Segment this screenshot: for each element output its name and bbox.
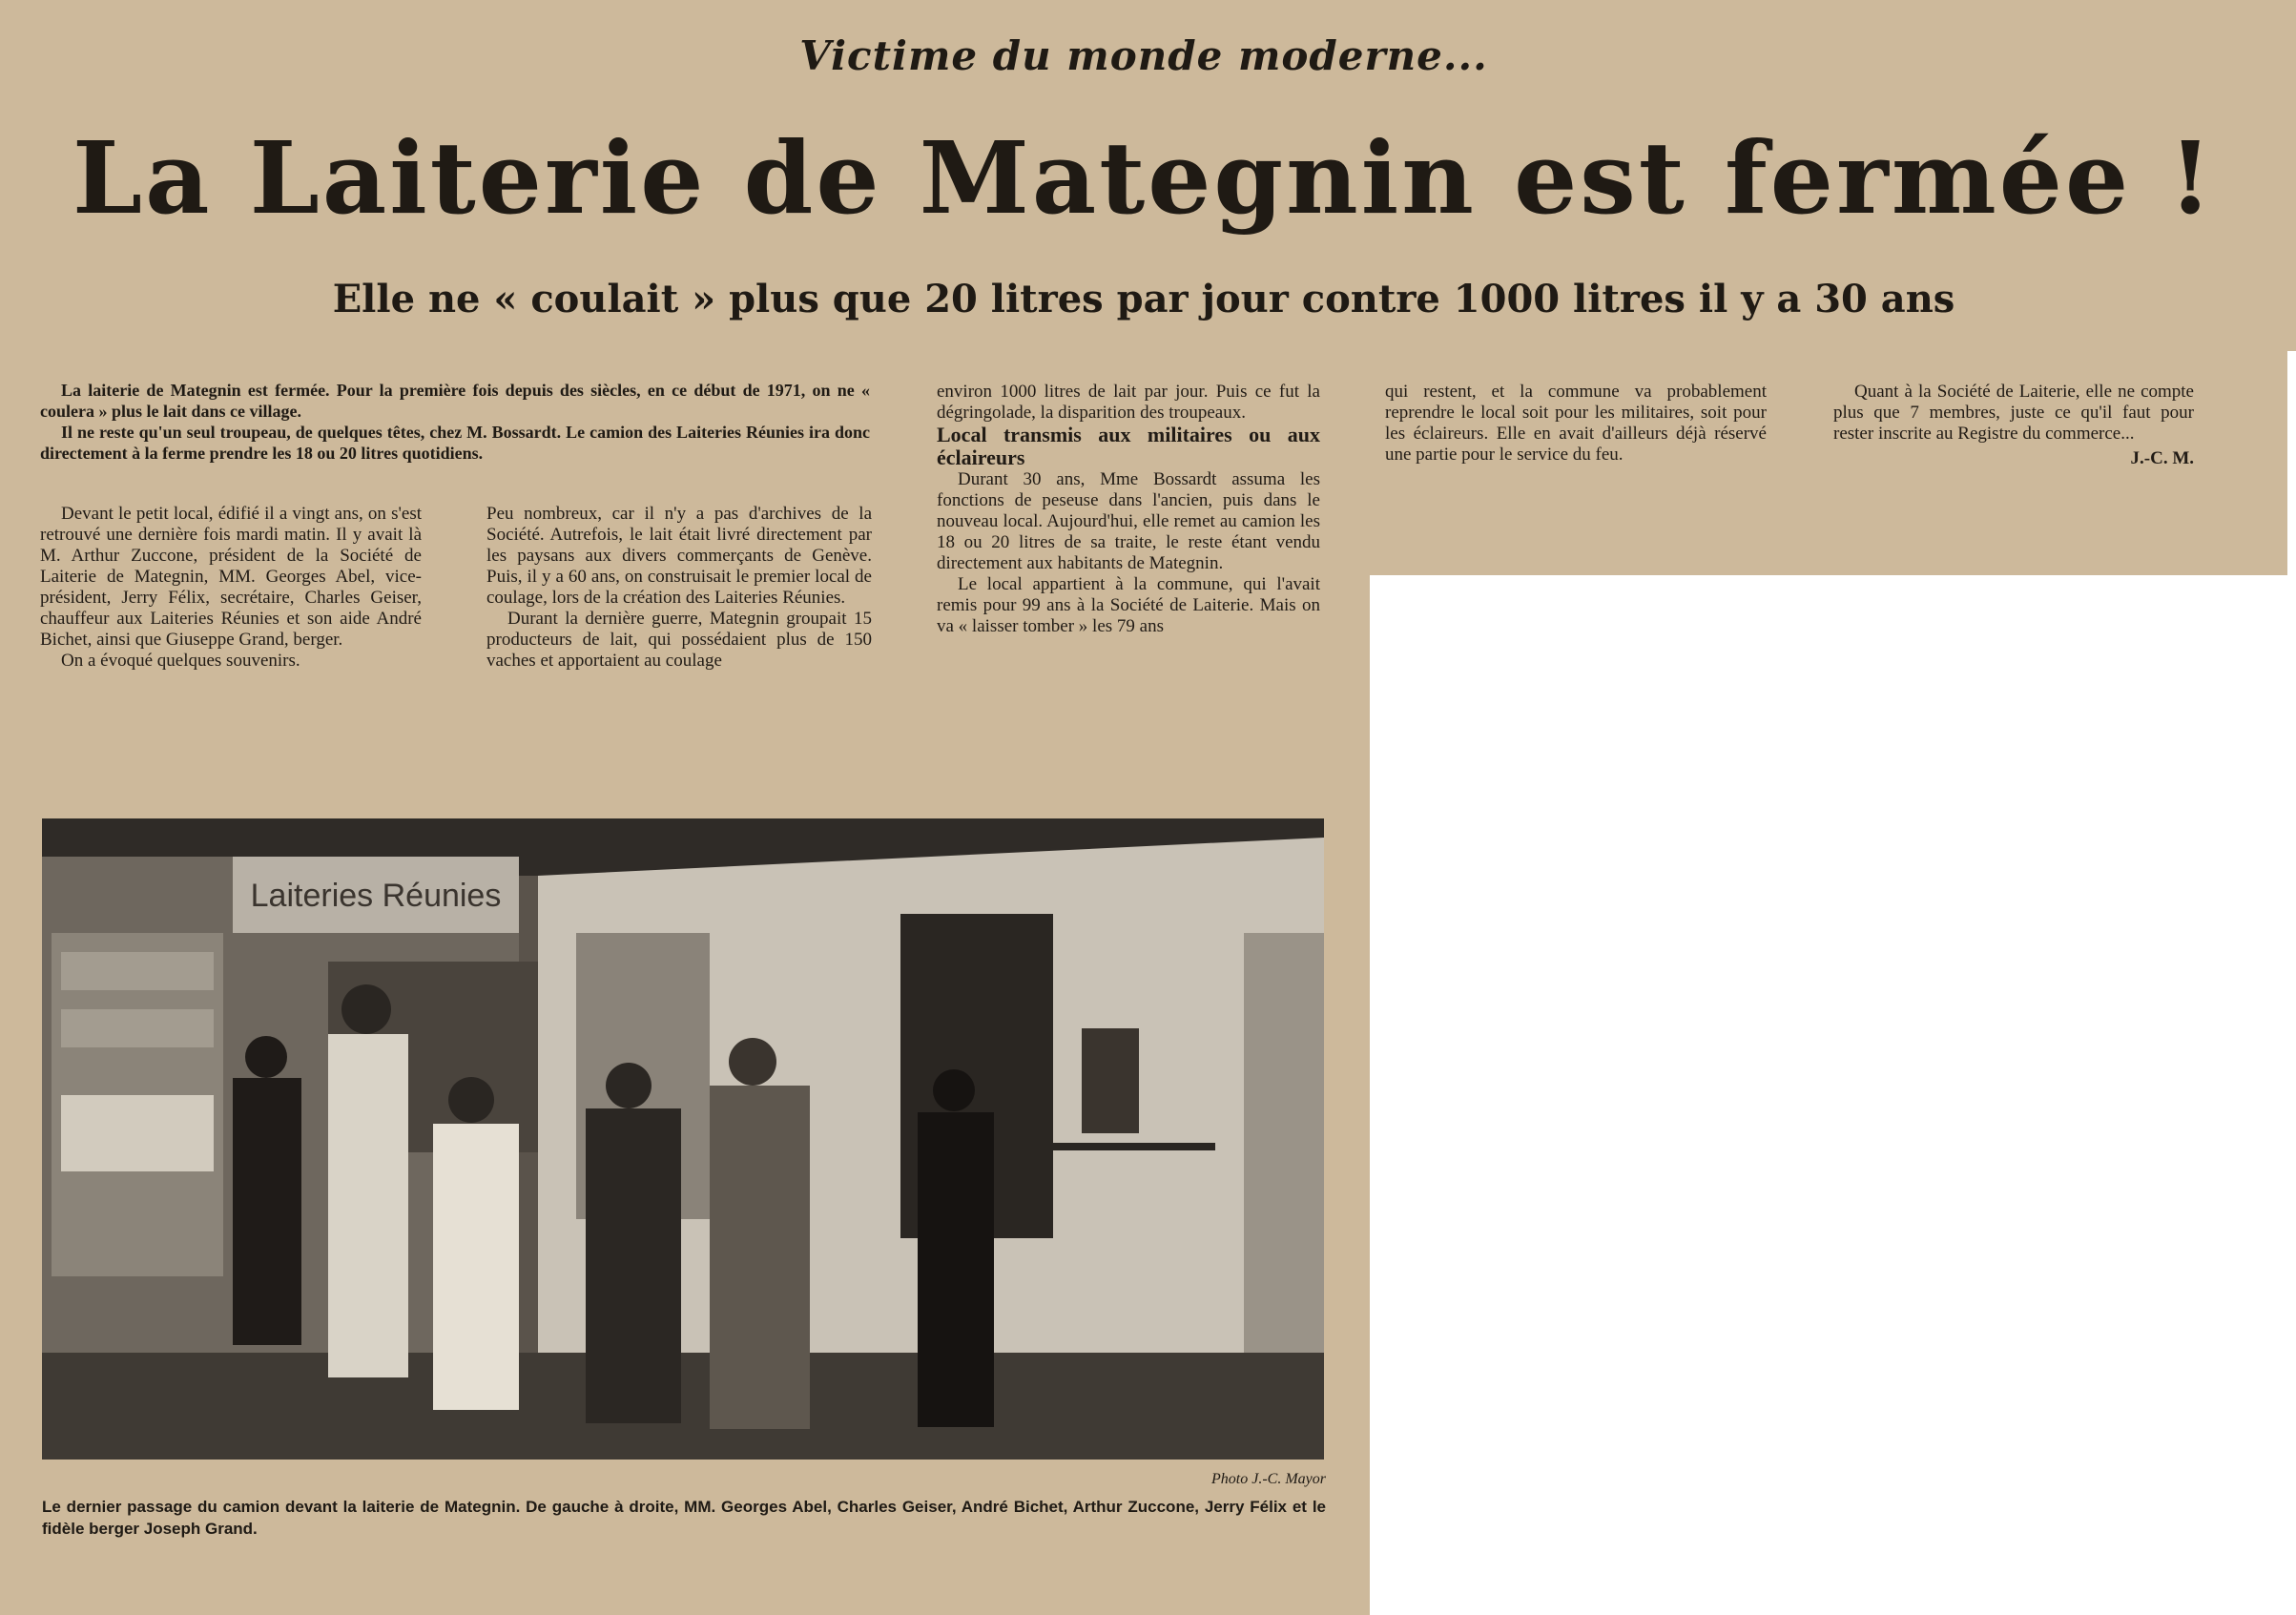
truck-sign-text: Laiteries Réunies [250, 878, 502, 914]
article-column-5 [1833, 382, 2194, 469]
article-headline: La Laiterie de Mategnin est fermée ! [72, 119, 2215, 237]
body-paragraph: Le local appartient à la commune, qui l'avait remis pour 99 ans à la Société de Laiterie. Mais on va « laisser tomber » les 79 ans [937, 574, 1320, 636]
photo-caption: Le dernier passage du camion devant la laiterie de Mategnin. De gauche à droite, MM. Georges Abel, Charles Geiser, André Bichet, Arthur Zuccone, Jerry Félix et le fidèle berger Joseph Grand. [42, 1498, 1326, 1538]
body-paragraph: On a évoqué quelques souvenirs. [61, 651, 300, 671]
article-photo [42, 818, 1324, 1460]
newspaper-clipping-edge [2287, 0, 2296, 351]
article-lead [40, 380, 870, 464]
article-column-4 [1385, 382, 1767, 466]
body-paragraph: Durant la dernière guerre, Mategnin groupait 15 producteurs de lait, qui possédaient plus de 150 vaches et apportaient au coulage [486, 609, 872, 671]
article-column-2 [486, 504, 872, 672]
body-paragraph: Quant à la Société de Laiterie, elle ne compte plus que 7 membres, juste ce qu'il faut pour rester inscrite au Registre du commerce... [1833, 382, 2194, 444]
photo-illustration [42, 818, 1324, 1460]
body-paragraph: Devant le petit local, édifié il a vingt ans, on s'est retrouvé une dernière fois mardi matin. Il y avait là M. Arthur Zuccone, président de la Société de Laiterie de Mategnin, MM. Georges Abel, vice-président, Jerry Félix, secrétaire, Charles Geiser, chauffeur aux Laiteries Réunies et son aide André Bichet, ainsi que Giuseppe Grand, berger. [40, 504, 422, 650]
body-paragraph: qui restent, et la commune va probablement reprendre le local soit pour les militaires, soit pour les éclaireurs. Elle en avait d'ailleurs déjà réservé une partie pour le service du feu. [1385, 382, 1767, 465]
lead-paragraph: Il ne reste qu'un seul troupeau, de quelques têtes, chez M. Bossardt. Le camion des Laiteries Réunies ira donc directement à la ferme prendre les 18 ou 20 litres quotidiens. [40, 423, 870, 463]
lead-paragraph: La laiterie de Mategnin est fermée. Pour la première fois depuis des siècles, en ce début de 1971, on ne « coulera » plus le lait dans ce village. [40, 381, 870, 421]
author-signature: J.-C. M. [2130, 448, 2194, 468]
body-paragraph: environ 1000 litres de lait par jour. Puis ce fut la dégringolade, la disparition des troupeaux. [937, 382, 1320, 423]
article-subhead: Elle ne « coulait » plus que 20 litres par jour contre 1000 litres il y a 30 ans [332, 277, 1955, 321]
article-kicker: Victime du monde moderne... [799, 32, 1488, 79]
article-column-3 [937, 382, 1320, 637]
section-heading: Local transmis aux militaires ou aux éclaireurs [937, 423, 1320, 469]
photo-credit: Photo J.-C. Mayor [1211, 1471, 1326, 1487]
article-column-1 [40, 504, 422, 672]
body-paragraph: Durant 30 ans, Mme Bossardt assuma les fonctions de peseuse dans l'ancien, puis dans le nouveau local. Aujourd'hui, elle remet au camion les 18 ou 20 litres de sa traite, le reste étant vendu directement aux habitants de Mategnin. [937, 469, 1320, 573]
body-paragraph: Peu nombreux, car il n'y a pas d'archives de la Société. Autrefois, le lait était livré directement par les paysans aux divers commerçants de Genève. Puis, il y a 60 ans, on construisait le premier local de coulage, lors de la création des Laiteries Réunies. [486, 504, 872, 608]
